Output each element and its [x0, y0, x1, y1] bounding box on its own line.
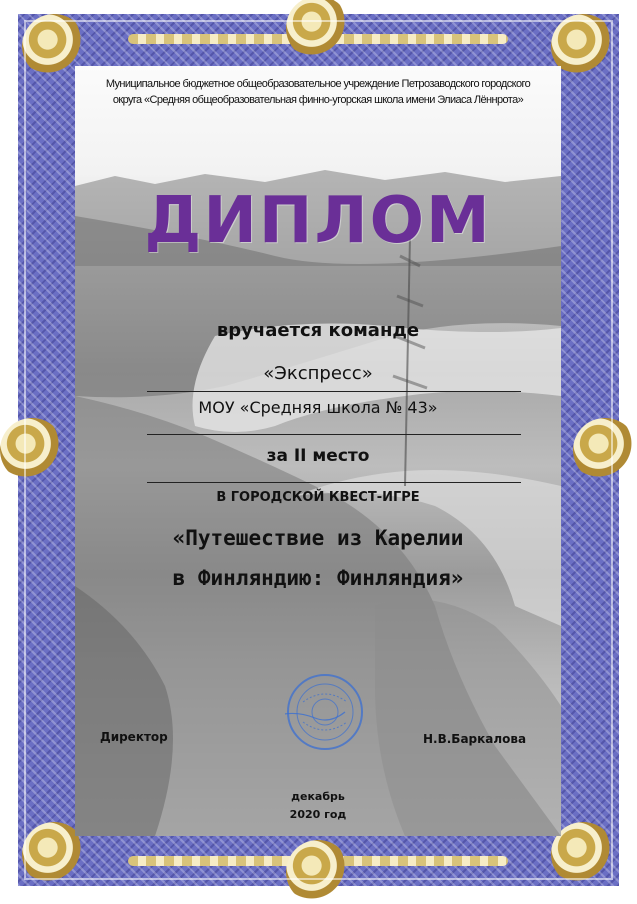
team-name: «Экспресс» — [263, 363, 373, 384]
underline-team — [147, 391, 521, 392]
event-intro: В ГОРОДСКОЙ КВЕСТ-ИГРЕ — [216, 490, 420, 505]
event-name-line-1: «Путешествие из Карелии — [172, 526, 464, 550]
date-year: 2020 год — [289, 808, 347, 821]
institution-name: Муниципальное бюджетное общеобразовательное учреждение Петрозаводского городского округа «Средняя общеобразовательная финно-угорская школа имени Элиаса Лённрота» — [105, 78, 531, 106]
ornament-left-center — [0, 418, 64, 482]
frame-scroll-ornament-top — [128, 34, 508, 44]
signature-role: Директор — [100, 730, 168, 744]
date-month: декабрь — [291, 790, 345, 803]
signature-name: Н.В.Баркалова — [423, 732, 527, 746]
official-stamp-seal — [285, 672, 365, 752]
frame-scroll-ornament-bottom — [128, 856, 508, 866]
diploma-panel — [75, 66, 561, 836]
awarded-to-text: вручается команде — [216, 320, 420, 341]
school-name: МОУ «Средняя школа № 43» — [198, 398, 438, 417]
event-name-line-2: в Финляндию: Финляндия» — [172, 566, 464, 590]
diploma-title: ДИПЛОМ — [144, 184, 492, 258]
underline-school — [147, 434, 521, 435]
ornament-top-center — [286, 0, 350, 60]
ornament-right-center — [573, 418, 637, 482]
place-award: за II место — [266, 446, 370, 466]
ornament-bottom-center — [286, 840, 350, 904]
underline-place — [147, 482, 521, 483]
